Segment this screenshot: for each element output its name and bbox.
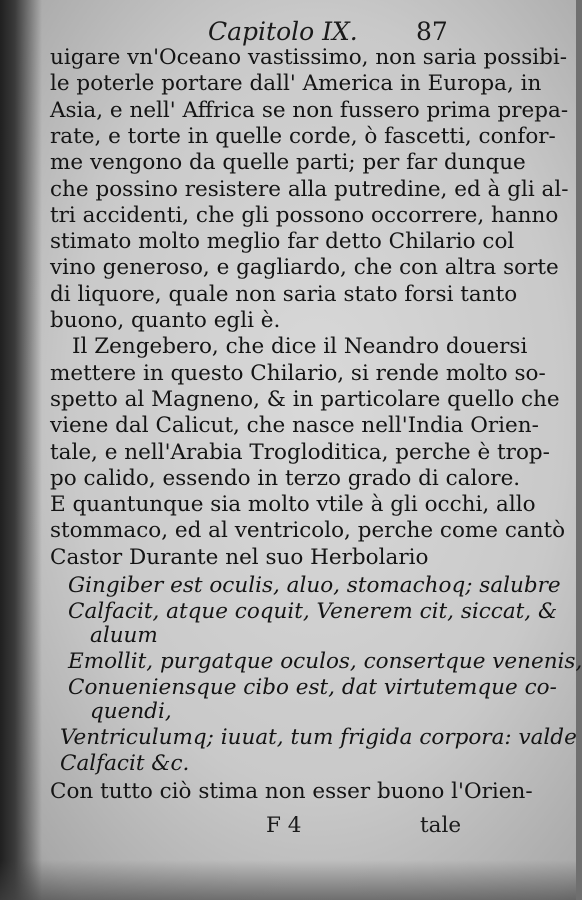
verse-line: quendi, xyxy=(90,699,172,724)
text-line: tale, e nell'Arabia Trogloditica, perche è trop- xyxy=(50,439,550,465)
text-line: mettere in questo Chilario, si rende molto so- xyxy=(50,360,546,386)
text-line: che possino resistere alla putredine, ed à gli al- xyxy=(50,176,569,202)
text-line: Castor Durante nel suo Herbolario xyxy=(50,544,429,570)
text-line: me vengono da quelle parti; per far dunque xyxy=(50,150,526,176)
text-line: E quantunque sia molto vtile à gli occhi, allo xyxy=(50,492,536,518)
text-line: Asia, e nell' Affrica se non fussero prima prepa- xyxy=(50,97,569,123)
verse-line: aluum xyxy=(90,623,158,648)
text-line: stommaco, ed al ventricolo, perche come cantò xyxy=(50,518,566,544)
text-line: uigare vn'Oceano vastissimo, non saria possibi- xyxy=(50,45,568,70)
catchword: tale xyxy=(420,813,462,838)
text-line: tri accidenti, che gli possono occorrere, hanno xyxy=(50,202,559,228)
text-line: vino generoso, e gagliardo, che con altra sorte xyxy=(50,255,559,281)
text-line: rate, e torte in quelle corde, ò fascetti, confor- xyxy=(50,123,556,149)
verse-line: Emollit, purgatque oculos, consertque venenis, xyxy=(68,649,582,674)
text-line-closing: Con tutto ciò stima non esser buono l'Orien- xyxy=(50,779,533,804)
verse-line: Ventriculumq; iuuat, tum frigida corpora: valde xyxy=(60,725,577,750)
verse-line: Gingiber est oculis, aluo, stomachoq; salubre xyxy=(68,573,561,598)
verse-line: Conueniensque cibo est, dat virtutemque co- xyxy=(68,675,557,700)
text-line: le poterle portare dall' America in Europa, in xyxy=(50,71,542,97)
text-line: buono, quanto egli è. xyxy=(50,308,281,333)
text-line: spetto al Magneno, & in particolare quello che xyxy=(50,386,560,412)
text-line: stimato molto meglio far detto Chilario col xyxy=(50,229,515,255)
page-bottom-shadow xyxy=(0,860,576,900)
text-line: viene dal Calicut, che nasce nell'India Orien- xyxy=(50,413,539,439)
verse-line: Calfacit, atque coquit, Venerem cit, siccat, & xyxy=(68,599,558,624)
verse-line: Calfacit &c. xyxy=(60,751,190,776)
page-footer xyxy=(40,808,480,844)
page-gutter-shadow xyxy=(0,0,42,900)
text-line: Il Zengebero, che dice il Neandro douersi xyxy=(72,334,528,360)
chapter-title: Capitolo IX. xyxy=(208,17,358,46)
text-line: di liquore, quale non saria stato forsi tanto xyxy=(50,281,518,307)
signature-mark: F 4 xyxy=(266,813,302,838)
text-line: po calido, essendo in terzo grado di calore. xyxy=(50,465,521,491)
page-number: 87 xyxy=(416,17,448,46)
